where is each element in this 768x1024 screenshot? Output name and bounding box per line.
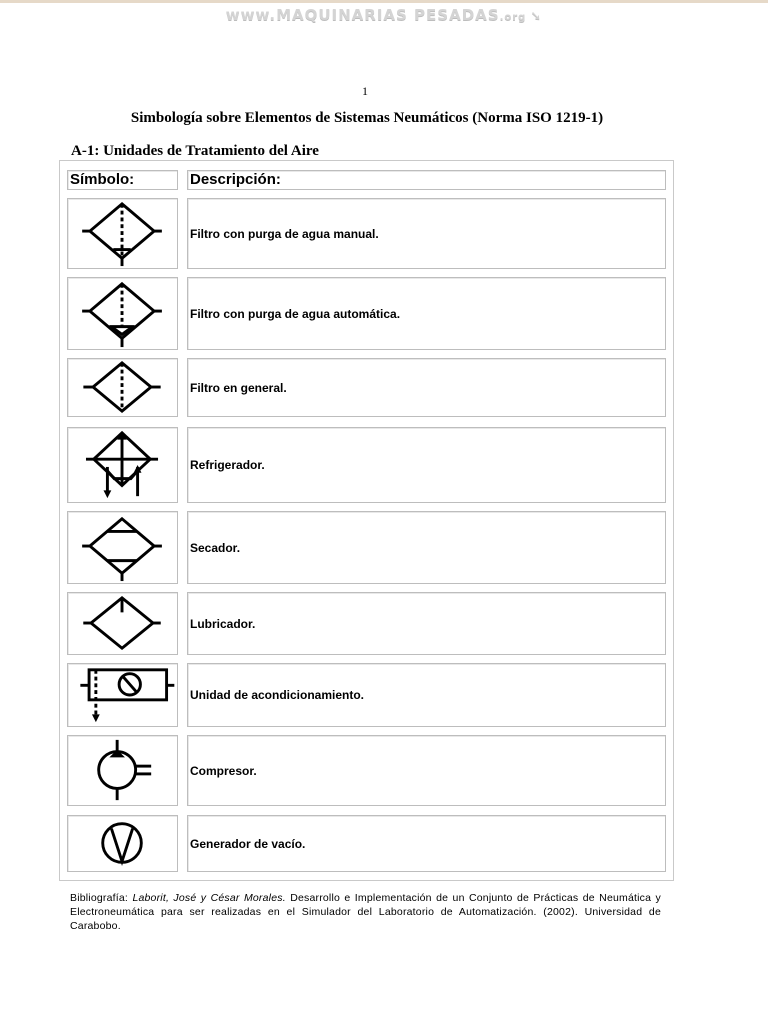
symbol-table: [59, 160, 674, 881]
table-row-symbol: [67, 663, 178, 727]
table-row-symbol: [67, 427, 178, 503]
table-row-description: Unidad de acondicionamiento.: [187, 663, 666, 727]
bibliography: Bibliografía: Laborit, José y César Morales. Desarrollo e Implementación de un Conjunto de Prácticas de Neumática y Electroneumática para ser realizadas en el Simulador del Laboratorio de Automatización. (2002). Universidad de Carabobo.: [70, 892, 661, 932]
lubricator-icon: [68, 593, 177, 654]
vacuum-generator-icon: [68, 816, 177, 871]
table-row-description: Filtro en general.: [187, 358, 666, 417]
table-row-symbol: [67, 198, 178, 269]
watermark: www.MAQUINARIAS PESADAS.org ➘: [225, 6, 543, 24]
header-description: Descripción:: [187, 170, 666, 190]
filter-icon: [68, 359, 177, 416]
table-row-description: Compresor.: [187, 735, 666, 806]
table-row-symbol: [67, 358, 178, 417]
table-row-symbol: [67, 592, 178, 655]
cursor-icon: ➘: [530, 9, 543, 24]
table-row-description: Secador.: [187, 511, 666, 584]
header-symbol: Símbolo:: [67, 170, 178, 190]
conditioning-unit-icon: [68, 664, 177, 726]
page-number: 1: [362, 84, 368, 98]
table-row-description: Filtro con purga de agua automática.: [187, 277, 666, 350]
compressor-icon: [68, 736, 177, 805]
table-row-description: Lubricador.: [187, 592, 666, 655]
table-row-symbol: [67, 277, 178, 350]
table-row-description: Refrigerador.: [187, 427, 666, 503]
page-title: Simbología sobre Elementos de Sistemas Neumáticos (Norma ISO 1219-1): [130, 110, 604, 126]
table-row-symbol: [67, 815, 178, 872]
dryer-icon: [68, 512, 177, 583]
table-row-symbol: [67, 511, 178, 584]
filter-manual-drain-icon: [68, 199, 177, 268]
filter-auto-drain-icon: [68, 278, 177, 349]
cooler-icon: [68, 428, 177, 502]
top-border: [0, 0, 768, 3]
table-row-symbol: [67, 735, 178, 806]
table-row-description: Filtro con purga de agua manual.: [187, 198, 666, 269]
table-row-description: Generador de vacío.: [187, 815, 666, 872]
section-title: A-1: Unidades de Tratamiento del Aire: [71, 143, 319, 159]
